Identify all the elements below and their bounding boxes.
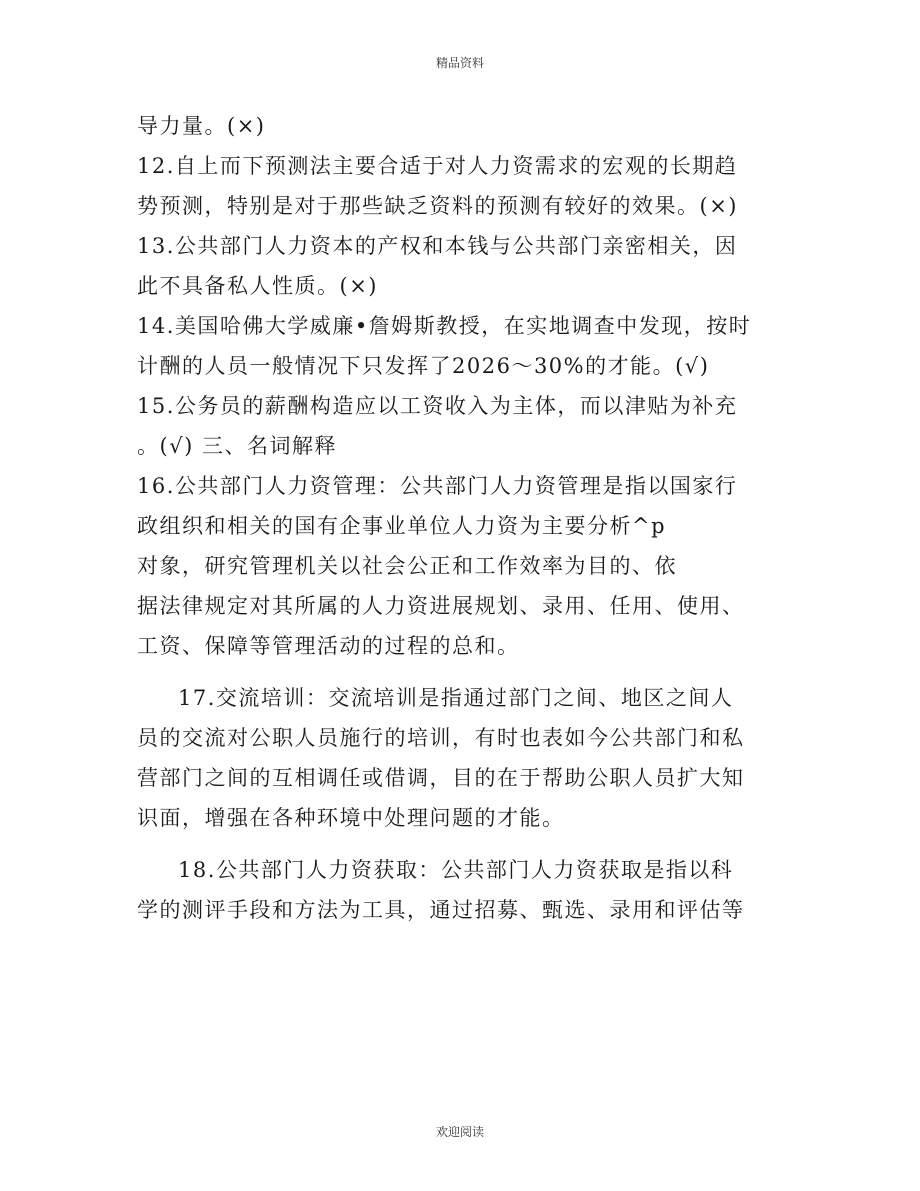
text-line: 18.公共部门人力资获取：公共部门人力资获取是指以科 (178, 858, 734, 882)
text-line: 14.美国哈佛大学威廉•詹姆斯教授，在实地调查中发现，按时 (137, 314, 752, 338)
paragraph-gap (137, 838, 797, 850)
text-line: 据法律规定对其所属的人力资进展规划、录用、任用、使用、 (137, 594, 745, 618)
text-line: 17.交流培训：交流培训是指通过部门之间、地区之间人 (178, 686, 734, 710)
text-line: 16.公共部门人力资管理：公共部门人力资管理是指以国家行 (137, 474, 738, 498)
page-header: 精品资料 (435, 56, 484, 70)
text-line: 学的测评手段和方法为工具，通过招募、甄选、录用和评估等 (137, 898, 745, 922)
text-line: 导力量。(×) (137, 114, 266, 138)
text-line: 工资、保障等管理活动的过程的总和。 (137, 634, 520, 658)
text-line: 对象，研究管理机关以社会公正和工作效率为目的、依 (137, 554, 677, 578)
text-line: 营部门之间的互相调任或借调，目的在于帮助公职人员扩大知 (137, 766, 745, 790)
text-line: 13.公共部门人力资本的产权和本钱与公共部门亲密相关，因 (137, 234, 738, 258)
page-footer: 欢迎阅读 (435, 1125, 484, 1139)
text-line: 15.公务员的薪酬构造应以工资收入为主体，而以津贴为补充 (137, 394, 738, 418)
text-line: 识面，增强在各种环境中处理问题的才能。 (137, 806, 565, 830)
text-line: 此不具备私人性质。(×) (137, 274, 378, 298)
text-line: 。(√) 三、名词解释 (137, 434, 337, 458)
paragraph-gap (137, 666, 797, 678)
document-body (137, 106, 797, 930)
text-line: 计酬的人员一般情况下只发挥了2026～30%的才能。(√) (137, 354, 710, 378)
text-line: 政组织和相关的国有企事业单位人力资为主要分析^p (137, 514, 667, 538)
text-line: 势预测，特别是对于那些缺乏资料的预测有较好的效果。(×) (137, 194, 738, 218)
text-line: 员的交流对公职人员施行的培训，有时也表如今公共部门和私 (137, 726, 745, 750)
text-line: 12.自上而下预测法主要合适于对人力资需求的宏观的长期趋 (137, 154, 738, 178)
